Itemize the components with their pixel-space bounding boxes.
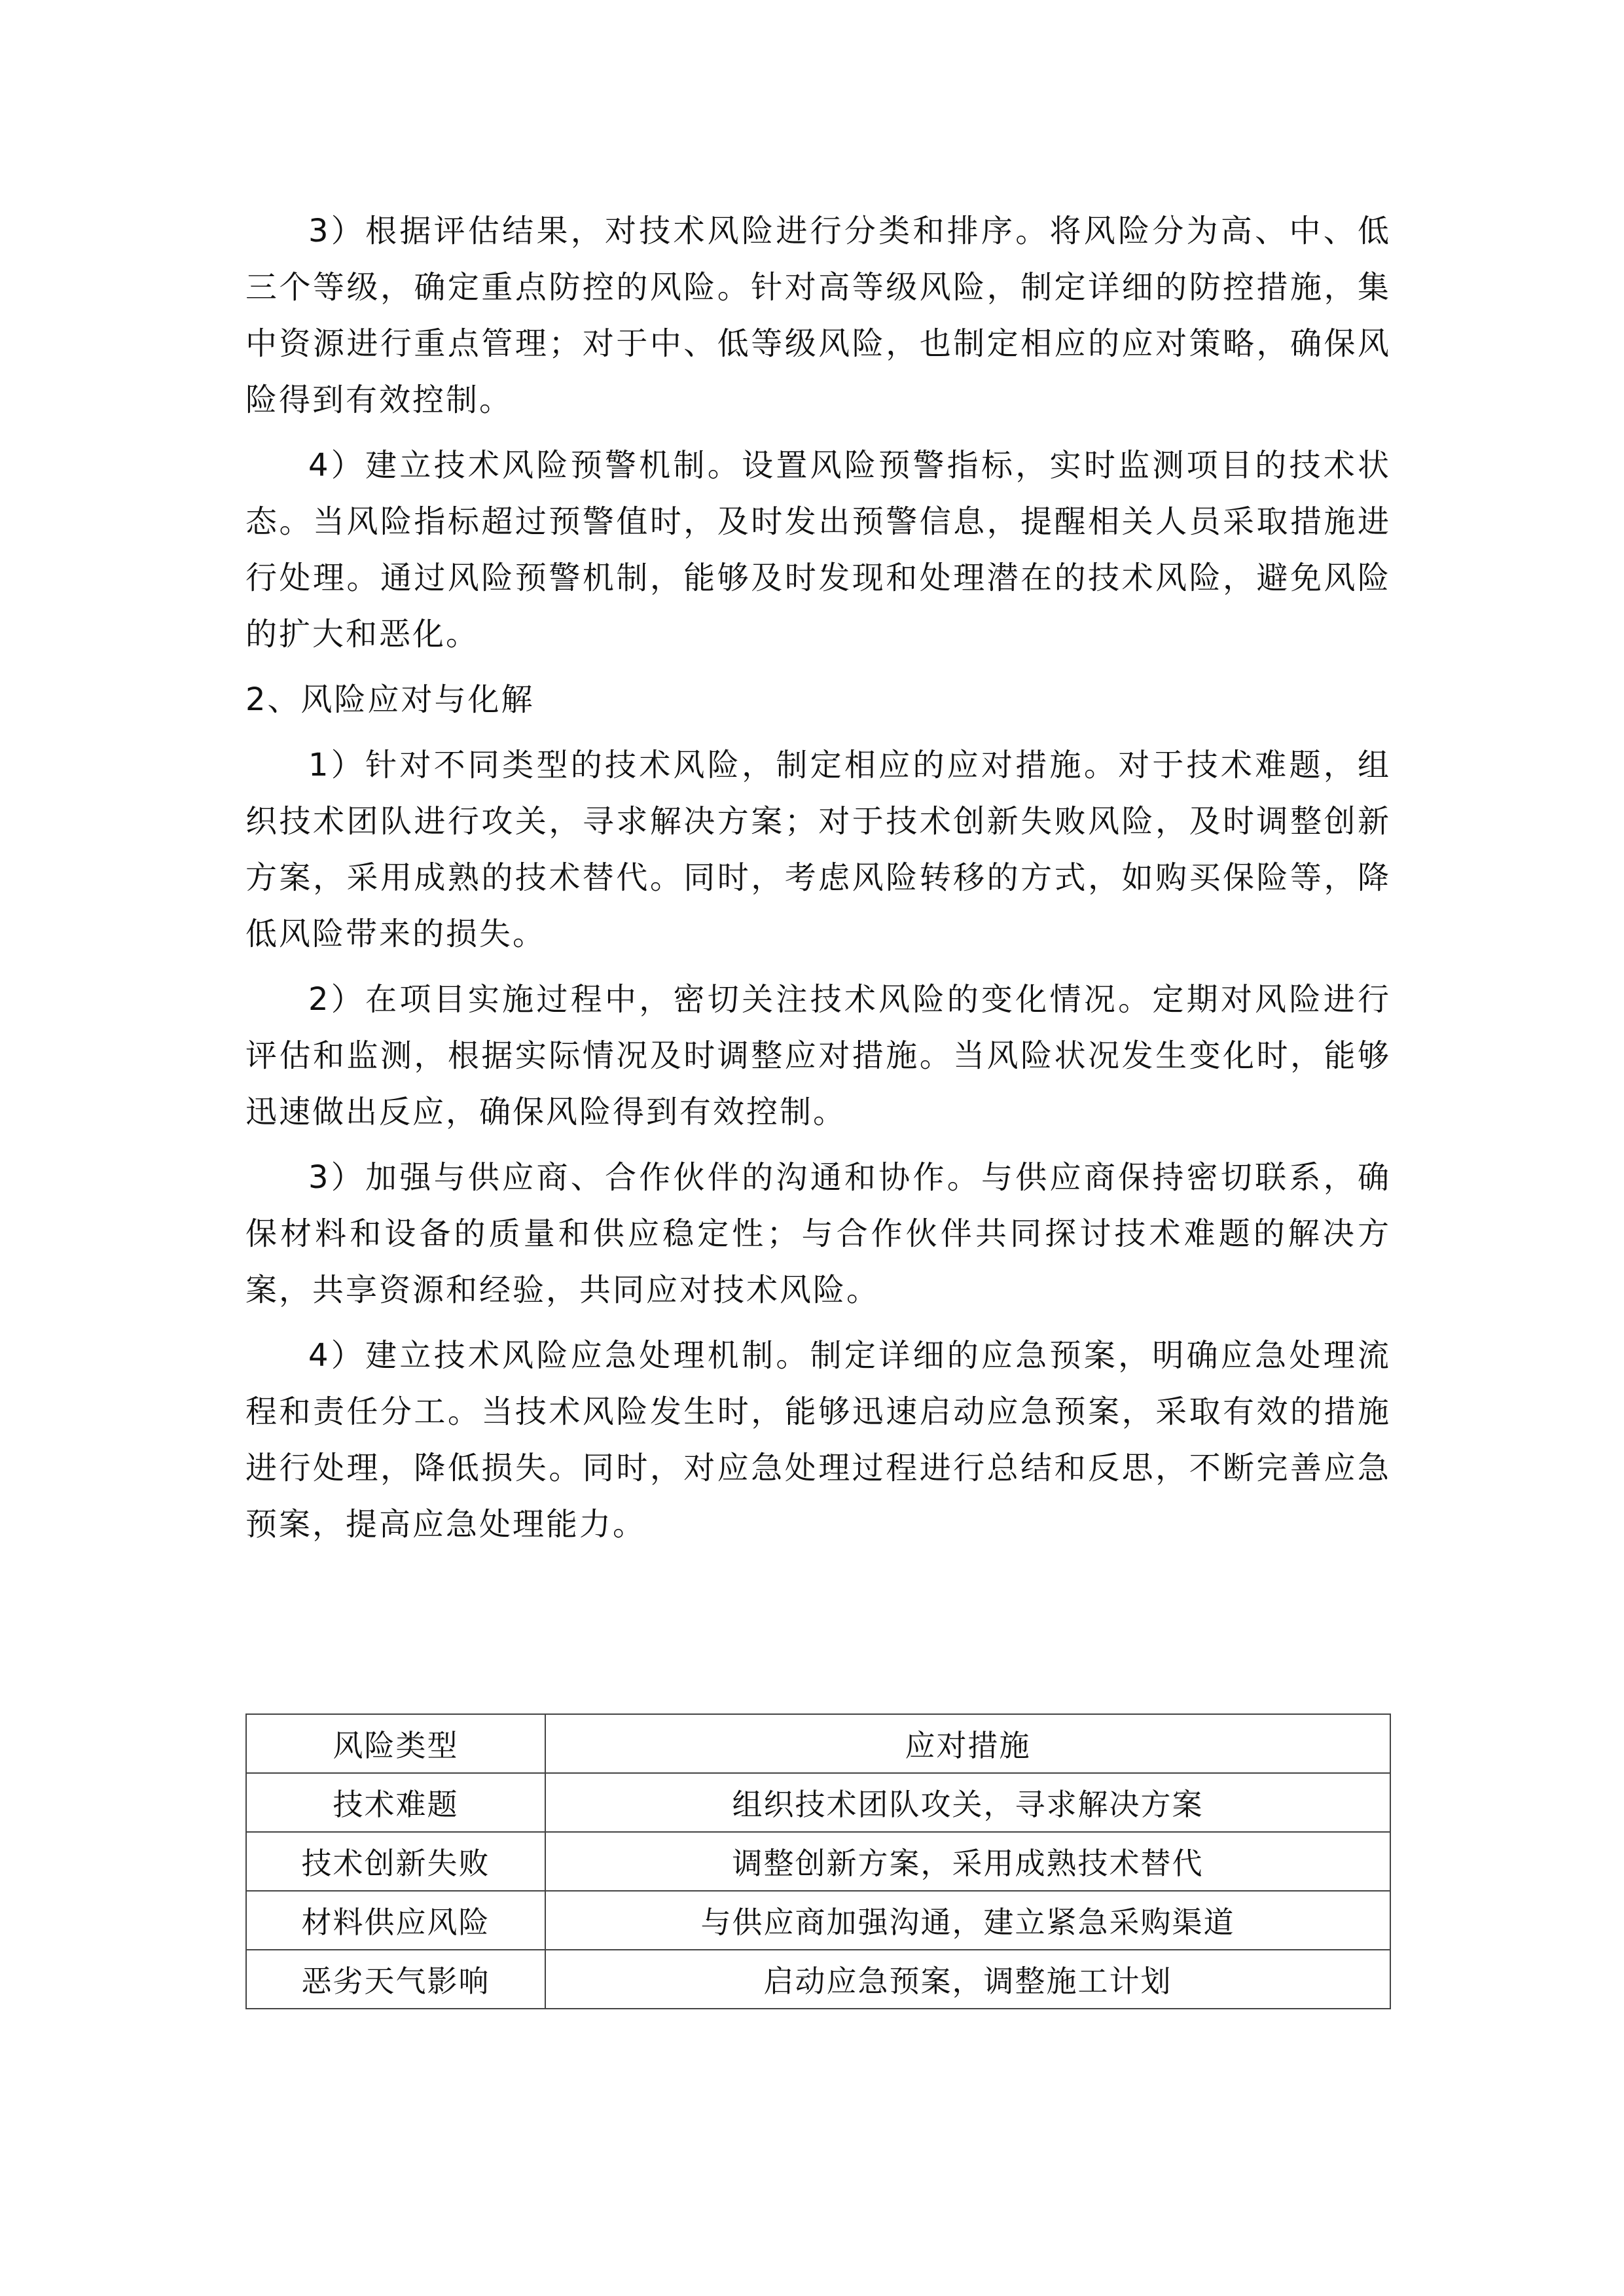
paragraph-response-measures: 1）针对不同类型的技术风险，制定相应的应对措施。对于技术难题，组织技术团队进行攻关，寻求解决方案；对于技术创新失败风险，及时调整创新方案，采用成熟的技术替代。同时，考虑风险转移的方式，如购买保险等，降低风险带来的损失。 (245, 747, 1391, 952)
table-header-cell: 风险类型 (246, 1714, 545, 1773)
table-header-cell: 应对措施 (545, 1714, 1390, 1773)
table-cell: 调整创新方案，采用成熟技术替代 (545, 1832, 1390, 1891)
table-row (246, 1832, 1390, 1891)
paragraph-emergency: 4）建立技术风险应急处理机制。制定详细的应急预案，明确应急处理流程和责任分工。当技术风险发生时，能够迅速启动应急预案，采取有效的措施进行处理，降低损失。同时，对应急处理过程进行总结和反思，不断完善应急预案，提高应急处理能力。 (245, 1337, 1391, 1543)
table-row (246, 1950, 1390, 2009)
table-cell: 恶劣天气影响 (246, 1950, 545, 2009)
table-cell: 组织技术团队攻关，寻求解决方案 (545, 1773, 1390, 1832)
table-cell: 与供应商加强沟通，建立紧急采购渠道 (545, 1891, 1390, 1950)
paragraph-cooperation: 3）加强与供应商、合作伙伴的沟通和协作。与供应商保持密切联系，确保材料和设备的质量和供应稳定性；与合作伙伴共同探讨技术难题的解决方案，共享资源和经验，共同应对技术风险。 (245, 1159, 1391, 1308)
paragraph-monitoring: 2）在项目实施过程中，密切关注技术风险的变化情况。定期对风险进行评估和监测，根据实际情况及时调整应对措施。当风险状况发生变化时，能够迅速做出反应，确保风险得到有效控制。 (245, 981, 1391, 1130)
paragraph-risk-classification: 3）根据评估结果，对技术风险进行分类和排序。将风险分为高、中、低三个等级，确定重点防控的风险。针对高等级风险，制定详细的防控措施，集中资源进行重点管理；对于中、低等级风险，也制定相应的应对策略，确保风险得到有效控制。 (245, 213, 1391, 418)
table-cell: 启动应急预案，调整施工计划 (545, 1950, 1390, 2009)
table-row (246, 1773, 1390, 1832)
table-cell: 技术创新失败 (246, 1832, 545, 1891)
table-header-row (246, 1714, 1390, 1773)
table-cell: 材料供应风险 (246, 1891, 545, 1950)
table-row (246, 1891, 1390, 1950)
risk-response-table (245, 1713, 1391, 2009)
paragraph-risk-warning: 4）建立技术风险预警机制。设置风险预警指标，实时监测项目的技术状态。当风险指标超过预警值时，及时发出预警信息，提醒相关人员采取措施进行处理。通过风险预警机制，能够及时发现和处理潜在的技术风险，避免风险的扩大和恶化。 (245, 447, 1391, 653)
document-body (245, 203, 1391, 1562)
table-cell: 技术难题 (246, 1773, 545, 1832)
section-heading: 2、风险应对与化解 (245, 681, 535, 718)
